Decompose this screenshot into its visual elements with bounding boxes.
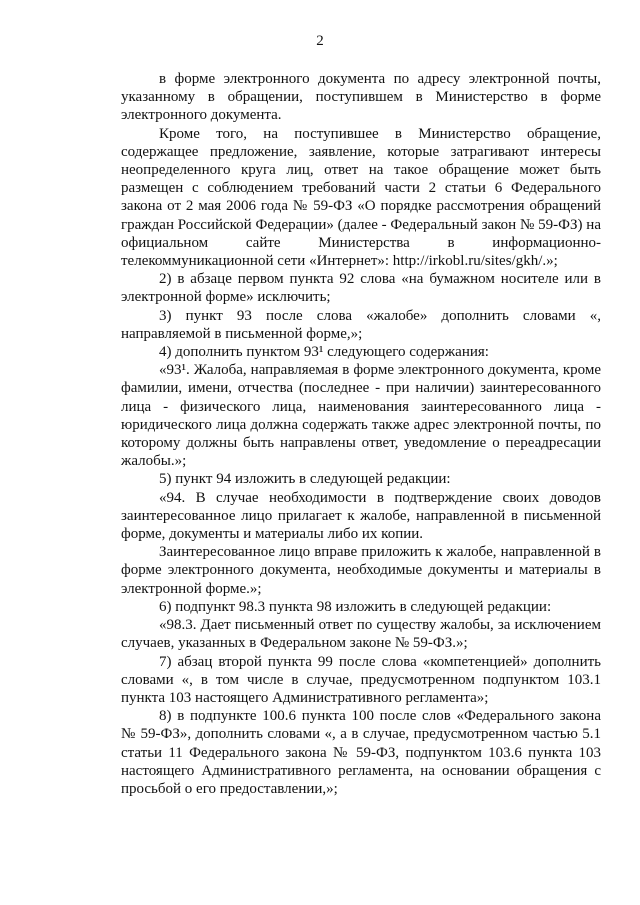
paragraph-point-98-3: «98.3. Дает письменный ответ по существу жалобы, за исключением случаев, указанных в Федеральном законе № 59-ФЗ.»; bbox=[121, 617, 601, 652]
paragraph-point-93-1: «93¹. Жалоба, направляемая в форме электронного документа, кроме фамилии, имени, отчества (последнее - при наличии) заинтересованного лица - физического лица, наименования заинтересованного лица - юридического лица должна содержать также адрес электронной почты, по которому должны быть направлены ответ, уведомление о переадресации жалобы.»; bbox=[121, 362, 601, 470]
paragraph-item-8: 8) в подпункте 100.6 пункта 100 после слов «Федерального закона № 59-ФЗ», дополнить словами «, а в случае, предусмотренном частью 5.1 статьи 11 Федерального закона № 59-ФЗ, подпунктом 103.6 пункта 103 настоящего Административного регламента, на основании обращения с просьбой о его предоставлении,»; bbox=[121, 708, 601, 797]
paragraph-point-94: «94. В случае необходимости в подтверждение своих доводов заинтересованное лицо прилагает к жалобе, направленной в письменной форме, документы и материалы либо их копии. bbox=[121, 489, 601, 543]
paragraph-item-7: 7) абзац второй пункта 99 после слова «компетенцией» дополнить словами «, в том числе в случае, предусмотренном подпунктом 103.1 пункта 103 настоящего Административного регламента»; bbox=[121, 653, 601, 706]
paragraph-item-3: 3) пункт 93 после слова «жалобе» дополнить словами «, направляемой в письменной форме,»; bbox=[121, 307, 601, 342]
paragraph-publication: Кроме того, на поступившее в Министерство обращение, содержащее предложение, заявление, которые затрагивают интересы неопределенного круга лиц, ответ на такое обращение может быть размещен с соблюдением требований части 2 статьи 6 Федерального закона от 2 мая 2006 года № 59-ФЗ «О порядке рассмотрения обращений граждан Российской Федерации» (далее - Федеральный закон № 59-ФЗ) на официальном сайте Министерства в информационно-телекоммуникационной сети «Интернет»: http://irkobl.ru/sites/gkh/.»; bbox=[121, 125, 601, 270]
document-body bbox=[121, 70, 601, 798]
paragraph-continuation: в форме электронного документа по адресу электронной почты, указанному в обращении, поступившем в Министерство в форме электронного документа. bbox=[121, 71, 601, 124]
paragraph-item-6: 6) подпункт 98.3 пункта 98 изложить в следующей редакции: bbox=[159, 598, 552, 615]
page-number: 2 bbox=[316, 33, 324, 49]
paragraph-item-5: 5) пункт 94 изложить в следующей редакции: bbox=[159, 471, 451, 488]
paragraph-item-4: 4) дополнить пунктом 93¹ следующего содержания: bbox=[159, 344, 489, 361]
paragraph-item-2: 2) в абзаце первом пункта 92 слова «на бумажном носителе или в электронной форме» исключить; bbox=[121, 271, 601, 306]
paragraph-point-94-cont: Заинтересованное лицо вправе приложить к жалобе, направленной в форме электронного документа, необходимые документы и материалы в электронной форме.»; bbox=[121, 544, 601, 597]
